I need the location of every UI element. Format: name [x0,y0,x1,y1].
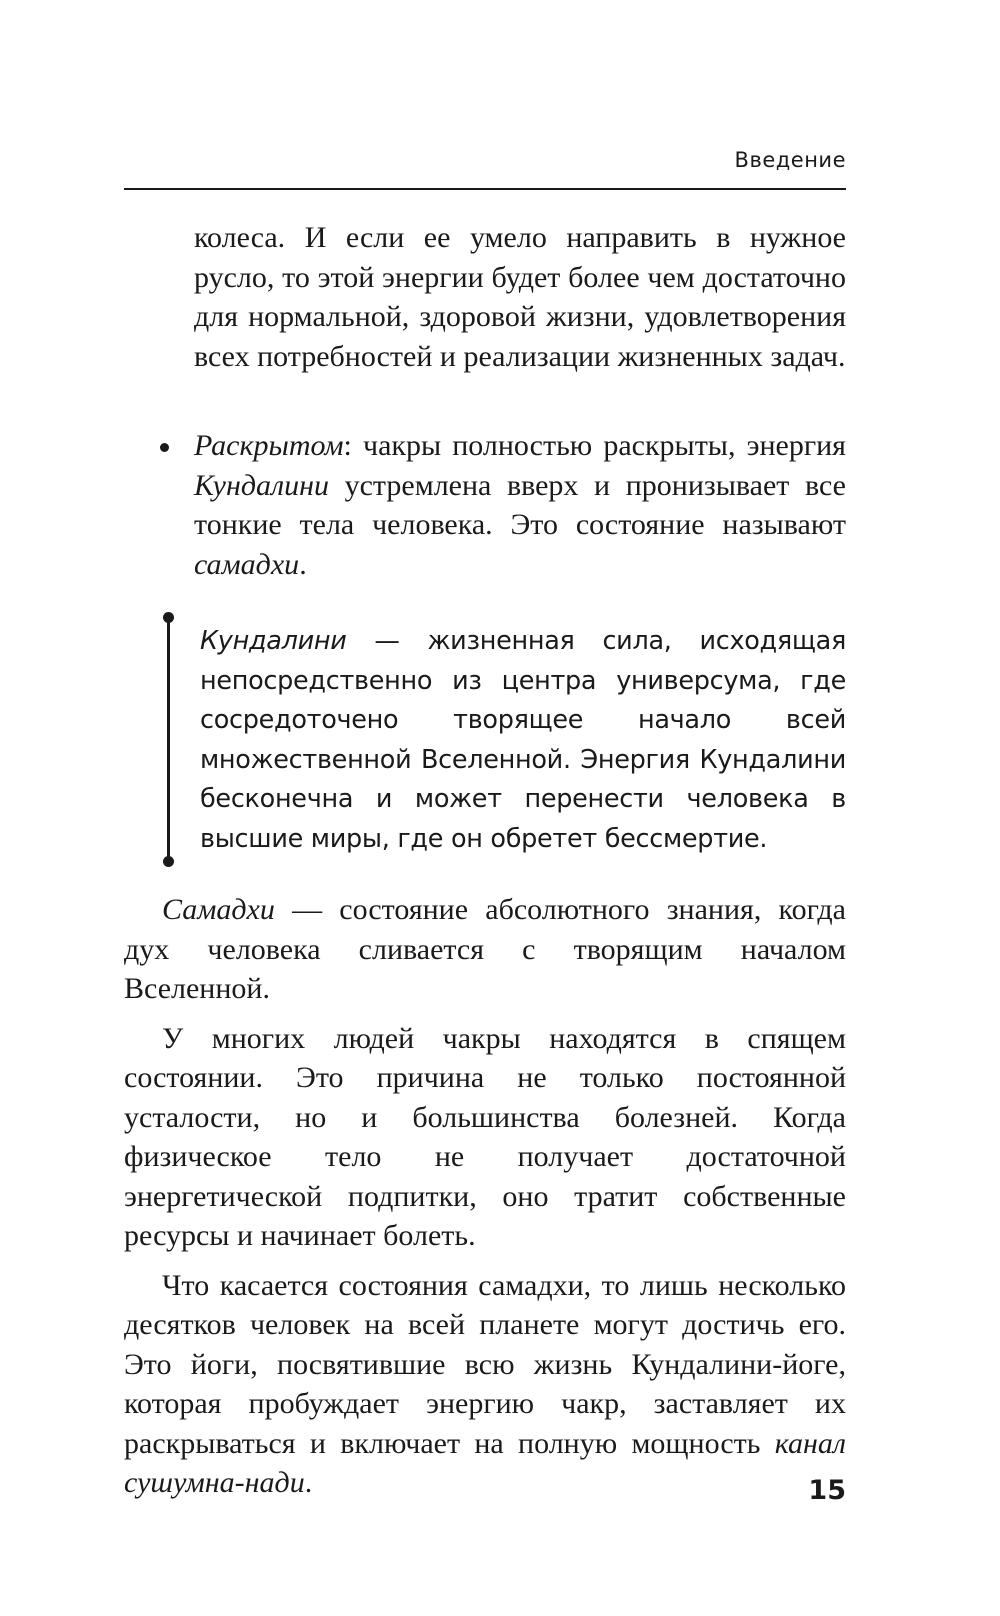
running-header [124,148,846,190]
callout-term: Кундалини [200,626,347,656]
callout-text: Кундалини — жизненная сила, исходящая непосредственно из центра универсума, где сосредоточено творящее начало всей множественной Вселенной. Энергия Кундалини бесконечна и может перенести человека в высшие миры, где он обретет бессмертие. [200,626,846,854]
paragraph-chakras: У многих людей чакры находятся в спящем состоянии. Это причина не только постоянной усталости, но и большинства болезней. Когда физическое тело не получает достаточной энергетической подпитки, оно тратит собственные ресурсы и начинает болеть. [124,1021,846,1252]
bullet-term-3: самадхи [194,547,300,581]
channel-term: канал сушумна-нади [124,1426,846,1499]
paragraph-yogis: Что касается состояния самадхи, то лишь несколько десятков человек на всей планете могут достичь его. Это йоги, посвятившие всю жизнь Кундалини-йоге, которая пробуждает энергию чакр, заставляет их раскрываться и включает на полную мощность канал сушумна-нади. [124,1268,846,1499]
bullet-item [160,426,846,584]
header-title: Введение [734,148,846,172]
paragraph-samadhi: Самадхи — состояние абсолютного знания, когда дух человека сливается с творящим началом Вселенной. [124,893,846,1005]
callout-bottom-dot-icon [163,856,174,867]
page-number: 15 [808,1475,846,1506]
continuation-paragraph: колеса. И если ее умело направить в нужное русло, то этой энергии будет более чем достаточно для нормальной, здоровой жизни, удовлетворения всех потребностей и реализации жизненных задач. [194,221,846,373]
definition-callout [160,612,846,862]
bullet-text: Раскрытом: чакры полностью раскрыты, энергия Кундалини устремлена вверх и пронизывает все тонкие тела человека. Это состояние называют самадхи. [194,429,846,581]
bullet-dot-icon [160,443,169,452]
bullet-term: Раскрытом [194,429,344,462]
samadhi-term: Самадхи [162,893,275,926]
callout-rule [167,618,170,861]
main-body [124,890,846,1503]
bullet-term-2: Кундалини [194,468,329,502]
